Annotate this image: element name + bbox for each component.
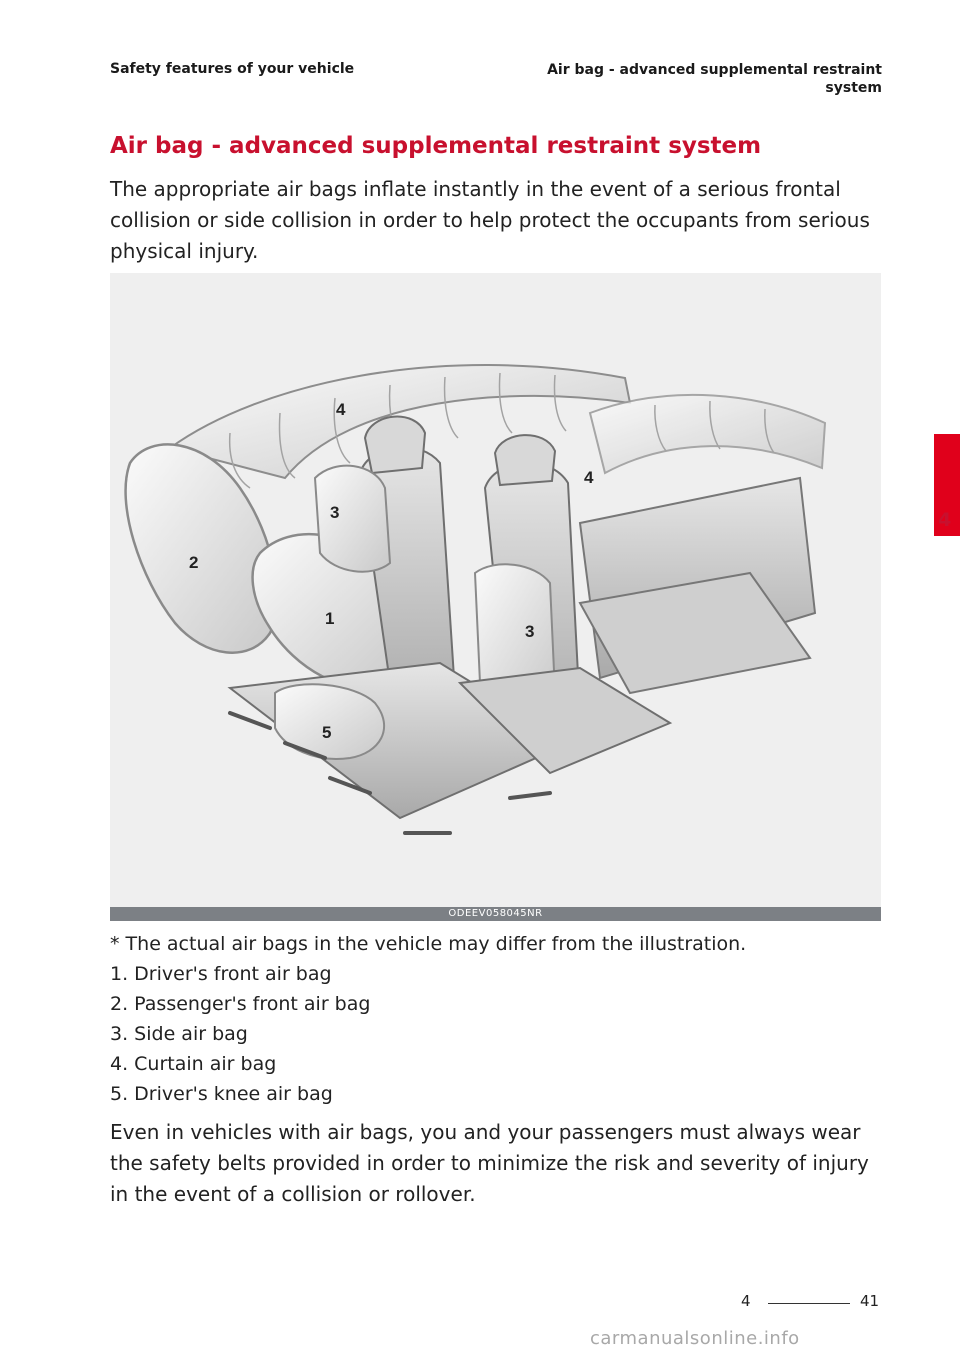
intro-paragraph: The appropriate air bags inflate instantly in the event of a serious frontal collision or side collision in order to help protect the occupants from serious physical injury. [110, 177, 870, 263]
footer-divider [768, 1303, 850, 1304]
passenger-seat-headrest [495, 435, 555, 485]
illustration-note: * The actual air bags in the vehicle may differ from the illustration. [110, 933, 747, 955]
legend-item: 4. Curtain air bag [110, 1053, 277, 1075]
figure-code: ODEEV058045NR [110, 907, 881, 921]
legend-item: 1. Driver's front air bag [110, 963, 332, 985]
closing-paragraph: Even in vehicles with air bags, you and your passengers must always wear the safety belts provided in order to minimize the risk and severity of injury in the event of a collision or rollover. [110, 1120, 869, 1206]
running-header-topic: Air bag - advanced supplemental restraint system [547, 62, 882, 96]
label-passenger-front-airbag: 2 [189, 553, 199, 572]
passenger-front-airbag-shape [126, 444, 277, 652]
legend-item: 3. Side air bag [110, 1023, 248, 1045]
label-side-airbag-driver: 3 [330, 503, 340, 522]
legend-item: 2. Passenger's front air bag [110, 993, 371, 1015]
side-airbag-driver-shape [315, 466, 390, 572]
label-curtain-airbag-front: 4 [336, 400, 346, 419]
chapter-tab-number: 4 [938, 509, 952, 531]
curtain-airbag-rear-shape [590, 395, 825, 473]
airbag-legend [110, 959, 370, 1109]
page-title: Air bag - advanced supplemental restraint system [110, 133, 762, 159]
label-curtain-airbag-rear: 4 [584, 468, 594, 487]
site-watermark: carmanualsonline.info [590, 1328, 800, 1349]
running-header-section: Safety features of your vehicle [110, 61, 355, 77]
driver-seat-headrest [365, 417, 425, 473]
airbag-illustration [110, 273, 881, 921]
legend-item: 5. Driver's knee air bag [110, 1083, 333, 1105]
footer-page-number: 41 [860, 1292, 880, 1310]
label-side-airbag-passenger: 3 [525, 622, 535, 641]
label-driver-front-airbag: 1 [325, 609, 335, 628]
footer-chapter-number: 4 [741, 1292, 751, 1310]
airbag-illustration-drawing [110, 273, 881, 907]
label-knee-airbag: 5 [322, 723, 332, 742]
